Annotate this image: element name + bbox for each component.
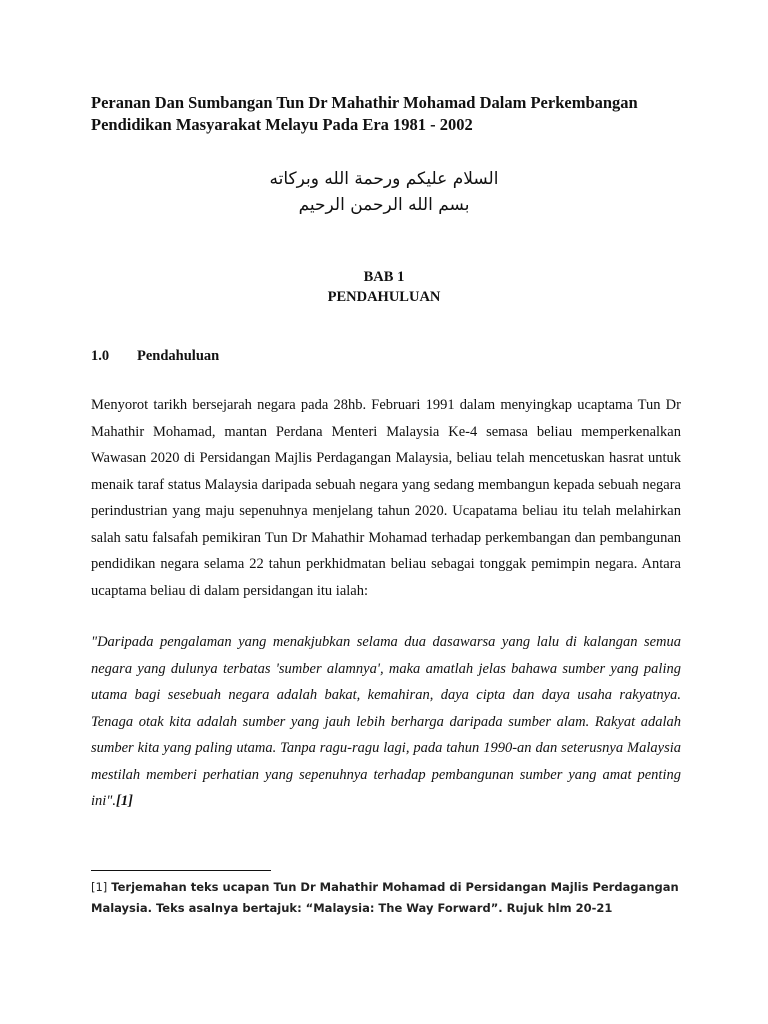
arabic-greeting: السلام عليكم ورحمة الله وبركاته: [269, 169, 499, 189]
document-title: Peranan Dan Sumbangan Tun Dr Mahathir Mohamad Dalam Perkembangan Pendidikan Masyarakat Melayu Pada Era 1981 - 2002: [91, 93, 638, 134]
footnote-divider: [91, 870, 271, 871]
footnote: [91, 877, 691, 919]
quote-text: "Daripada pengalaman yang menakjubkan selama dua dasawarsa yang lalu di kalangan semua negara yang dulunya terbatas 'sumber alamnya', maka amatlah jelas bahawa sumber yang paling utama bagi sesebuah negara adalah bakat, kemahiran, daya cipta dan daya usaha rakyatnya. Tenaga otak kita adalah sumber yang jauh lebih berharga daripada sumber alam. Rakyat adalah sumber kita yang paling utama. Tanpa ragu-ragu lagi, pada tahun 1990-an dan seterusnya Malaysia mestilah memberi perhatian yang sepenuhnya terhadap pembangunan sumber yang amat penting ini".: [91, 634, 681, 809]
arabic-basmala: بسم الله الرحمن الرحيم: [298, 195, 470, 215]
chapter-label: BAB 1: [363, 269, 405, 285]
footnote-text: Terjemahan teks ucapan Tun Dr Mahathir Mohamad di Persidangan Majlis Perdagangan Malaysia. Teks asalnya bertajuk: “Malaysia: The Way Forward”. Rujuk hlm 20-21: [91, 880, 679, 915]
quote-footnote-ref[interactable]: [1]: [116, 793, 133, 809]
section-number: 1.0: [91, 348, 110, 364]
chapter-title: PENDAHULUAN: [327, 289, 441, 305]
footnote-marker: [1]: [91, 880, 108, 894]
section-heading: [91, 348, 219, 365]
body-paragraph: Menyorot tarikh bersejarah negara pada 28hb. Februari 1991 dalam menyingkap ucaptama Tun Dr Mahathir Mohamad, mantan Perdana Menteri Malaysia Ke-4 semasa beliau memperkenalkan Wawasan 2020 di Persidangan Majlis Perdagangan Malaysia, beliau telah mencetuskan hasrat untuk menaik taraf status Malaysia daripada sebuah negara yang sedang membangun kepada sebuah negara perindustrian yang maju sepenuhnya menjelang tahun 2020. Ucapatama beliau itu telah melahirkan salah satu falsafah pemikiran Tun Dr Mahathir Mohamad terhadap perkembangan dan pembangunan pendidikan negara selama 22 tahun perkhidmatan beliau sebagai tonggak pemimpin negara. Antara ucaptama beliau di dalam persidangan itu ialah:: [91, 397, 681, 599]
section-title: Pendahuluan: [137, 348, 220, 364]
speech-quote: [91, 629, 681, 815]
